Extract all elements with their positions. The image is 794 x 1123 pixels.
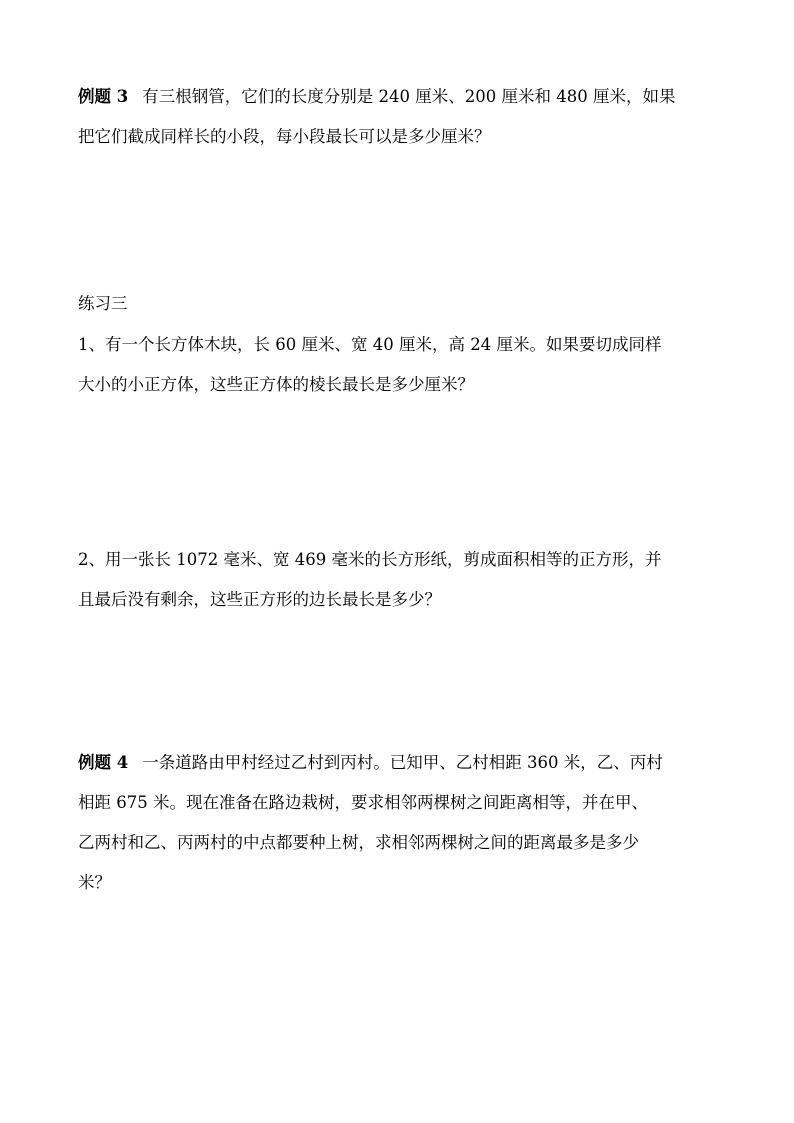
example-4-text-4: 米？ (78, 873, 111, 892)
example-4 (78, 743, 724, 903)
example-4-line-1 (78, 743, 724, 783)
example-3 (78, 77, 724, 157)
example-4-text-1: 一条道路由甲村经过乙村到丙村。已知甲、乙村相距 360 米，乙、丙村 (142, 753, 663, 772)
question-1-line-1: 1、有一个长方体木块，长 60 厘米、宽 40 厘米，高 24 厘米。如果要切成同样 (78, 335, 662, 354)
example-3-text-2: 把它们截成同样长的小段，每小段最长可以是多少厘米？ (78, 127, 491, 146)
question-2-line-1: 2、用一张长 1072 毫米、宽 469 毫米的长方形纸，剪成面积相等的正方形，并 (78, 550, 662, 569)
exercise-3-question-2 (78, 540, 724, 620)
example-4-text-2: 相距 675 米。现在准备在路边栽树，要求相邻两棵树之间距离相等，并在甲、 (78, 793, 648, 812)
example-3-label: 例题 3 (78, 87, 129, 106)
example-3-text-1: 有三根钢管，它们的长度分别是 240 厘米、200 厘米和 480 厘米，如果 (142, 87, 676, 106)
exercise-3-question-1 (78, 325, 724, 405)
example-3-line-1 (78, 77, 724, 117)
exercise-3-heading: 练习三 (78, 294, 128, 313)
question-2-line-2: 且最后没有剩余，这些正方形的边长最长是多少？ (78, 590, 441, 609)
example-4-text-3: 乙两村和乙、丙两村的中点都要种上树，求相邻两棵树之间的距离最多是多少 (78, 833, 639, 852)
question-1-line-2: 大小的小正方体，这些正方体的棱长最长是多少厘米？ (78, 375, 474, 394)
example-4-label: 例题 4 (78, 753, 129, 772)
